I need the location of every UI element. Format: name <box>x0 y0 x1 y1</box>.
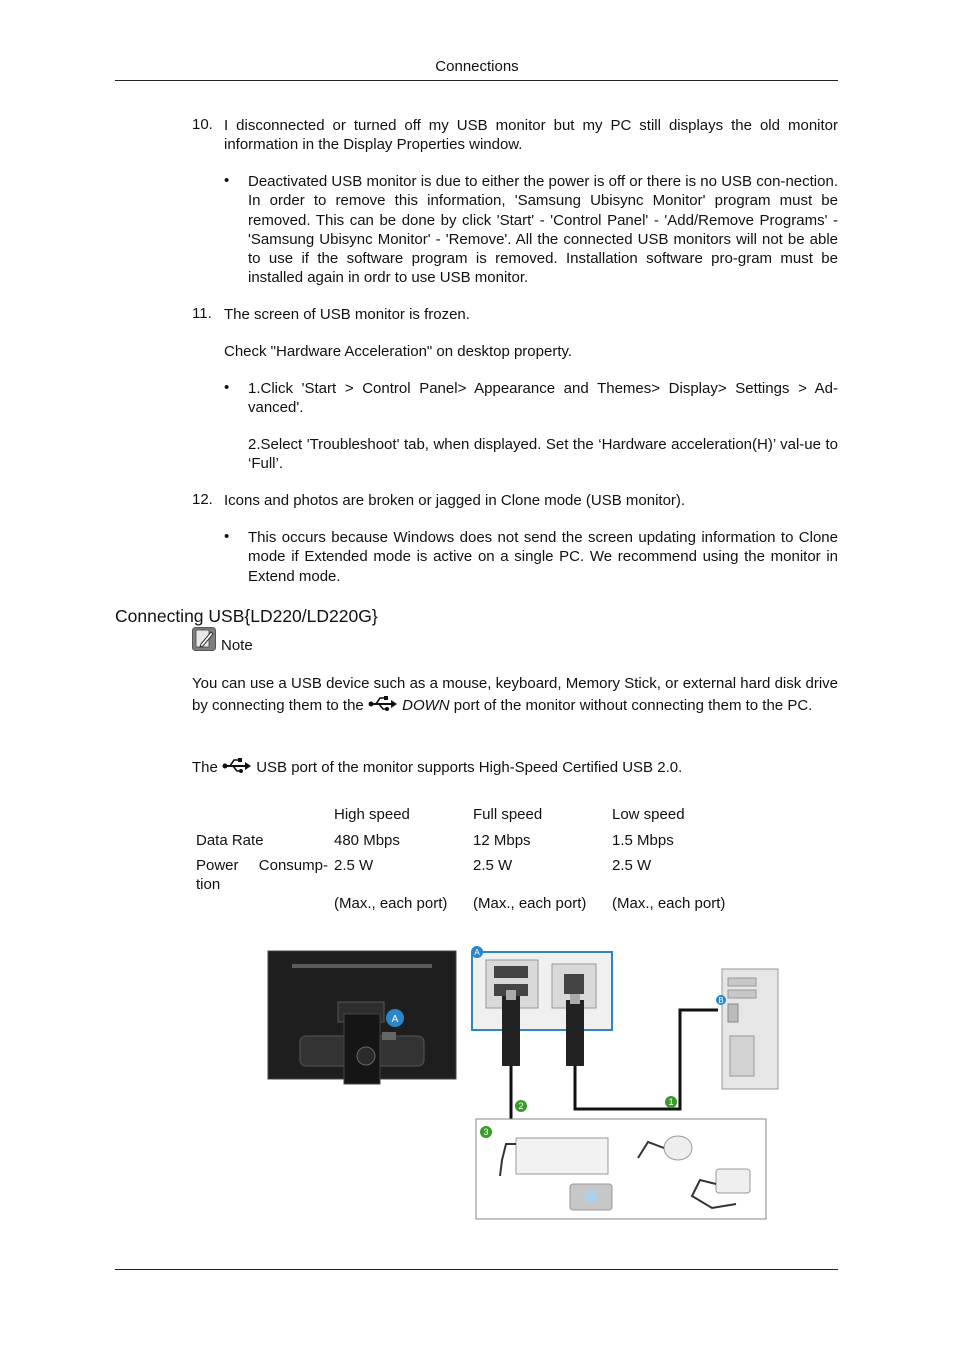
table-cell: 2.5 W <box>473 857 513 874</box>
table-row <box>196 894 751 913</box>
page-header: Connections <box>435 58 519 75</box>
table-row <box>196 856 751 894</box>
para-text: The <box>192 759 218 776</box>
note-icon <box>192 627 216 651</box>
bullet-dot: • <box>224 172 230 189</box>
usb-connection-diagram <box>260 944 790 1224</box>
table-cell: Data Rate <box>196 832 264 849</box>
table-header-cell: High speed <box>334 806 410 823</box>
down-port-label: DOWN <box>402 696 450 714</box>
table-cell: Power Consump-tion <box>196 857 328 893</box>
note-label: Note <box>221 637 253 654</box>
bullet-dot: • <box>224 379 230 396</box>
table-cell <box>196 894 334 913</box>
item-question: The screen of USB monitor is frozen. <box>224 306 470 323</box>
usb-intro-paragraph <box>192 673 838 718</box>
item-question: Icons and photos are broken or jagged in Clone mode (USB monitor). <box>224 492 686 509</box>
bullet-text: 1.Click 'Start > Control Panel> Appearance and Themes> Display> Settings > Ad-vanced'. <box>248 380 838 417</box>
table-cell: 1.5 Mbps <box>612 832 674 849</box>
table-cell: 480 Mbps <box>334 832 400 849</box>
table-header-cell <box>196 805 334 831</box>
label-a-monitor: A <box>391 1014 399 1025</box>
table-cell: 12 Mbps <box>473 832 531 849</box>
table-header-row <box>196 805 751 831</box>
table-cell: (Max., each port) <box>334 895 448 912</box>
step-1-marker: 1 <box>668 1097 674 1107</box>
bullet-text: This occurs because Windows does not send the screen updating information to Clone mode if Extended mode is active on a single PC. We recommend using the monitor in Extend mode. <box>248 529 838 585</box>
bullet-dot: • <box>224 528 230 545</box>
table-cell: 2.5 W <box>612 857 652 874</box>
header-rule <box>115 80 838 81</box>
bullet-text: Deactivated USB monitor is due to either the power is off or there is no USB con-nection. In order to remove this information, 'Samsung Ubisync Monitor' program must be removed. This can be done by click 'Start' - 'Control Panel' - 'Add/Remove Programs' - 'Samsung Ubisync Monitor' - 'Remove'. All the connected USB monitors will not be able to use if the software program is removed. Installation software pro-gram must be installed again in ordr to use USB monitor. <box>248 173 838 287</box>
item-number: 10. <box>192 116 213 133</box>
step-3-marker: 3 <box>483 1127 489 1137</box>
section-heading: Connecting USB{LD220/LD220G} <box>115 606 378 626</box>
table-cell: 2.5 W <box>334 857 374 874</box>
item-intro: Check "Hardware Acceleration" on desktop property. <box>224 343 573 360</box>
para-text: USB port of the monitor supports High-Speed Certified USB 2.0. <box>256 759 683 776</box>
table-row <box>196 831 751 856</box>
monitor-back-illustration <box>268 951 456 1084</box>
table-cell: (Max., each port) <box>473 895 587 912</box>
table-header-cell: Low speed <box>612 806 685 823</box>
label-b-pc: B <box>718 996 724 1005</box>
para-text: You can use a USB device such as a mouse, keyboard, Memory Stick, or external hard disk drive by connecting them to the <box>192 675 838 714</box>
label-a-closeup: A <box>474 948 480 957</box>
usb-spec-paragraph <box>192 757 838 780</box>
table-header-cell: Full speed <box>473 806 543 823</box>
item-number: 11. <box>192 305 212 322</box>
usb-icon <box>222 758 252 780</box>
item-question: I disconnected or turned off my USB monitor but my PC still displays the old monitor information in the Display Properties window. <box>224 117 838 154</box>
usb-speed-table <box>196 805 751 913</box>
bullet-continuation: 2.Select 'Troubleshoot' tab, when displayed. Set the ‘Hardware acceleration(H)’ val-ue to ‘Full’. <box>248 436 838 473</box>
pc-tower-illustration <box>716 969 778 1089</box>
footer-rule <box>115 1269 838 1270</box>
usb-devices-illustration <box>476 1119 766 1219</box>
item-number: 12. <box>192 491 213 508</box>
usb-icon <box>368 696 398 719</box>
para-text: port of the monitor without connecting them to the PC. <box>453 696 813 714</box>
step-2-marker: 2 <box>518 1101 524 1111</box>
table-cell: (Max., each port) <box>612 895 726 912</box>
port-closeup-illustration <box>471 946 612 1066</box>
